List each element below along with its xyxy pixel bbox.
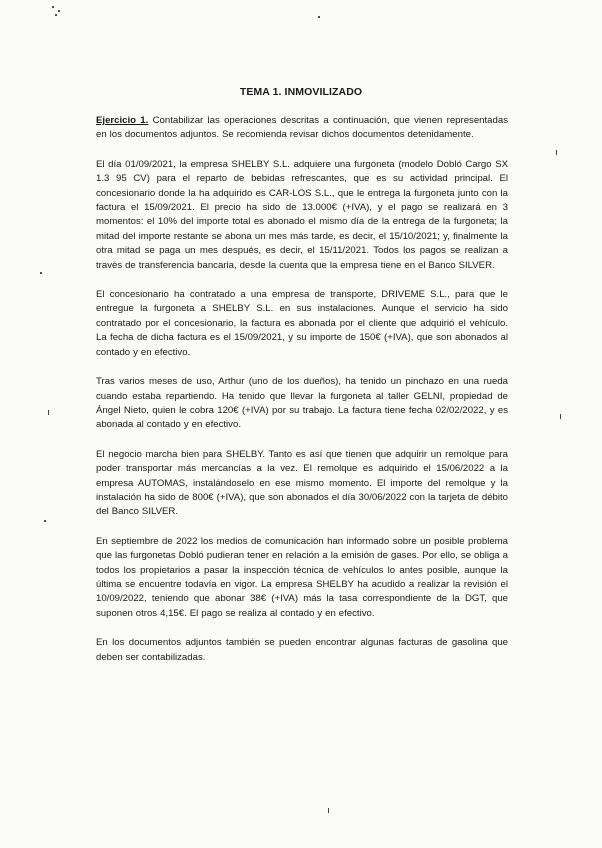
scan-mark	[328, 808, 329, 813]
scan-speck	[58, 10, 60, 12]
paragraph-inspection: En septiembre de 2022 los medios de comunicación han informado sobre un posible problema que las furgonetas Dobló pudieran tener en relación a la emisión de gases. Por ello, se obliga a todos los propietarios a pasar la inspección técnica de vehículos lo antes posible, aunque la última se encuentre todavía en vigor. La empresa SHELBY ha acudido a realizar la revisión el 10/09/2022, teniendo que abonar 38€ (+IVA) más la tasa correspondiente de la DGT, que suponen otros 4,15€. El pago se realiza al contado y en efectivo.	[96, 535, 508, 619]
paragraph-trailer: El negocio marcha bien para SHELBY. Tanto es así que tienen que adquirir un remolque para poder transportar más mercancías a la vez. El remolque es adquirido el 15/06/2022 a la empresa AUTOMAS, instalándoselo en ese mismo momento. El importe del remolque y la instalación ha sido de 800€ (+IVA), que son abonados el día 30/06/2022 con la tarjeta de débito del Banco SILVER.	[96, 448, 508, 518]
scan-mark	[48, 410, 49, 415]
paragraph-repair: Tras varios meses de uso, Arthur (uno de los dueños), ha tenido un pinchazo en una rueda cuando estaba repartiendo. Ha tenido que llevar la furgoneta al taller GELNI, propiedad de Ángel Nieto, quien le cobra 120€ (+IVA) por su trabajo. La factura tiene fecha 02/02/2022, y es abonada al contado y en efectivo.	[96, 376, 508, 431]
paragraph-transport: El concesionario ha contratado a una empresa de transporte, DRIVEME S.L., para que le entregue la furgoneta a SHELBY S.L. en sus instalaciones. Aunque el servicio ha sido contratado por el concesionario, la factura es abonada por el cliente que adquirió el vehículo. La fecha de dicha factura es el 15/09/2021, y su importe de 150€ (+IVA), que son abonados al contado y en efectivo.	[96, 289, 508, 358]
document-body	[96, 114, 508, 680]
paragraph-fuel-invoices: En los documentos adjuntos también se pueden encontrar algunas facturas de gasolina que deben ser contabilizadas.	[96, 637, 508, 663]
scan-speck	[40, 272, 42, 274]
exercise-statement	[96, 114, 508, 143]
scan-speck	[44, 520, 46, 522]
scan-speck	[318, 16, 320, 18]
scan-mark	[560, 414, 561, 419]
paragraph-purchase: El día 01/09/2021, la empresa SHELBY S.L. adquiere una furgoneta (modelo Dobló Cargo SX 1.3 95 CV) para el reparto de bebidas refrescantes, que es su actividad principal. El concesionario donde la ha adquirido es CAR-LOS S.L., que le entrega la furgoneta junto con la factura el 15/09/2021. El precio ha sido de 13.000€ (+IVA), y el pago se realizará en 3 momentos: el 10% del importe total es abonado el mismo día de la entrega de la furgoneta; la mitad del importe restante se abona un mes más tarde, es decir, el 15/10/2021; y, finalmente la otra mitad se paga un mes después, es decir, el 15/11/2021. Todos los pagos se realizan a través de transferencia bancaria, desde la cuenta que la empresa tiene en el Banco SILVER.	[96, 158, 508, 271]
document-title: TEMA 1. INMOVILIZADO	[239, 86, 363, 98]
scan-speck	[52, 6, 54, 8]
scan-speck	[55, 14, 57, 16]
scan-mark	[556, 150, 557, 155]
exercise-label: Ejercicio 1.	[96, 115, 149, 126]
exercise-intro: Contabilizar las operaciones descritas a continuación, que vienen representadas en los documentos adjuntos. Se recomienda revisar dichos documentos detenidamente.	[96, 115, 508, 141]
